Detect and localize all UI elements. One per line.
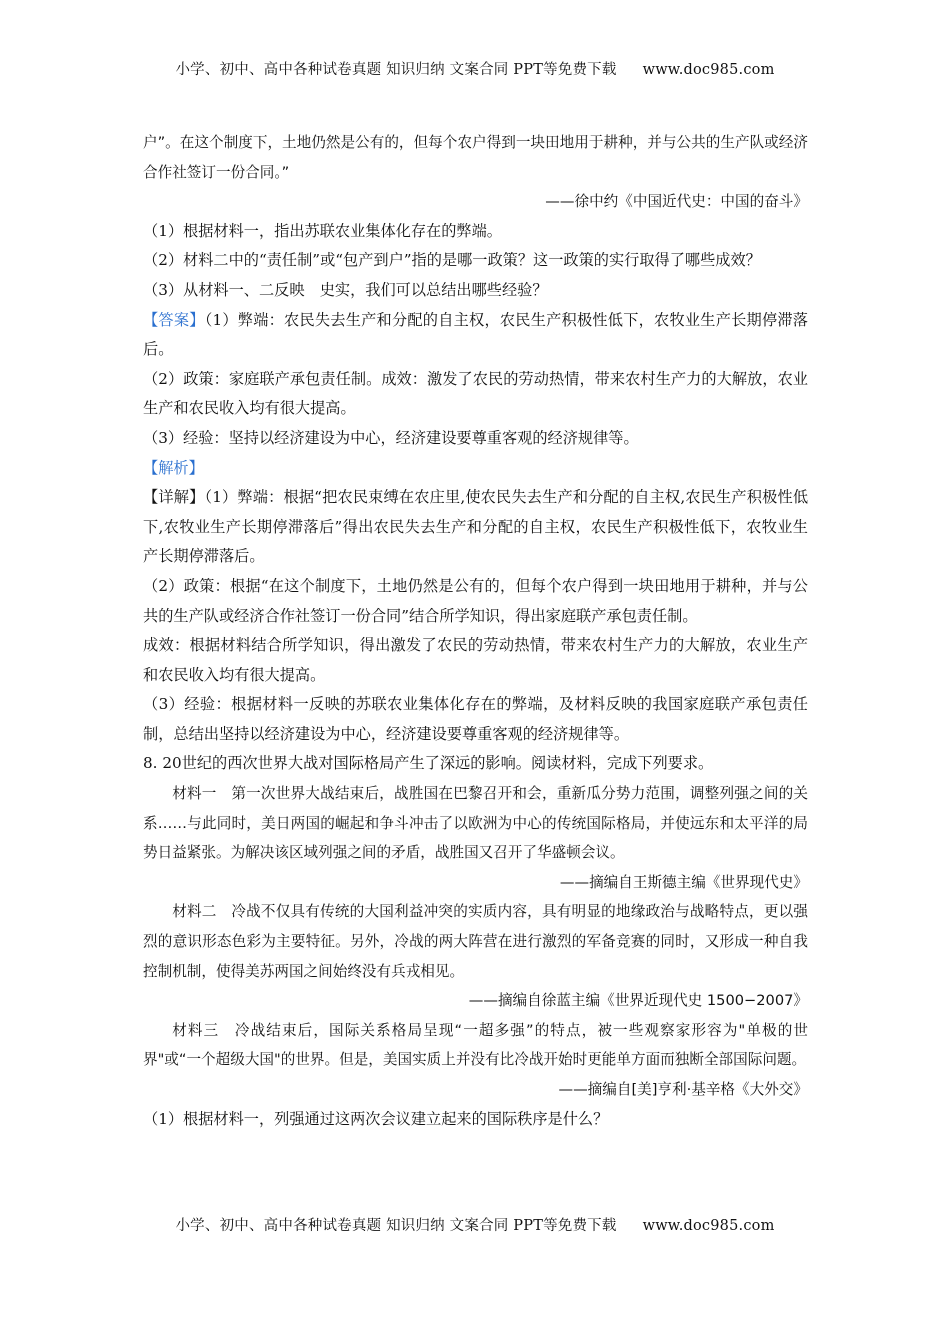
detail-1: （1）弊端：根据“把农民束缚在农庄里,使农民失去生产和分配的自主权,农民生产积极性低下,农牧业生产长期停滞落后”得出农民失去生产和分配的自主权，农民生产积极性低下，农牧业生产长期停滞落后。 bbox=[143, 488, 809, 566]
answer-3: （3）经验：坚持以经济建设为中心，经济建设要尊重客观的经济规律等。 bbox=[143, 428, 639, 447]
footer-text: 小学、初中、高中各种试卷真题 知识归纳 文案合同 PPT等免费下载 bbox=[175, 1218, 617, 1234]
q8-question-1: （1）根据材料一，列强通过这两次会议建立起来的国际秩序是什么？ bbox=[143, 1109, 609, 1128]
answer-2: （2）政策：家庭联产承包责任制。成效：激发了农民的劳动热情，带来农村生产力的大解放，农业生产和农民收入均有很大提高。 bbox=[143, 369, 808, 418]
detail-3: （3）经验：根据材料一反映的苏联农业集体化存在的弊端，及材料反映的我国家庭联产承包责任制，总结出坚持以经济建设为中心，经济建设要尊重客观的经济规律等。 bbox=[143, 695, 808, 743]
q8-stem: 8. 20世纪的西次世界大战对国际格局产生了深远的影响。阅读材料，完成下列要求。 bbox=[143, 754, 714, 773]
q8-material-1: 材料一 第一次世界大战结束后，战胜国在巴黎召开和会，重新瓜分势力范围，调整列强之间的关系……与此同时，美日两国的崛起和争斗冲击了以欧洲为中心的传统国际格局，并使远东和太平洋的局势日益紧张。为解决该区域列强之间的矛盾，战胜国又召开了华盛顿会议。 bbox=[143, 785, 808, 862]
analysis-tag: 【解析】 bbox=[143, 458, 204, 477]
answer-1-block bbox=[143, 306, 808, 365]
q8-material-3-source: ——摘编自[美]亨利·基辛格《大外交》 bbox=[558, 1081, 808, 1098]
q7-question-2: （2）材料二中的“责任制”或“包产到户”指的是哪一政策？这一政策的实行取得了哪些成效？ bbox=[143, 251, 761, 270]
page-header bbox=[0, 58, 950, 79]
answer-1: （1）弊端：农民失去生产和分配的自主权，农民生产积极性低下，农牧业生产长期停滞落后。 bbox=[143, 310, 808, 359]
q8-material-3: 材料三 冷战结束后，国际关系格局呈现“一超多强”的特点，被一些观察家形容为"单极的世界"或“一个超级大国"的世界。但是，美国实质上并没有比冷战开始时更能单方面而独断全部国际问题。 bbox=[143, 1021, 808, 1069]
analysis-block bbox=[143, 454, 808, 484]
q7-question-3: （3）从材料一、二反映 史实，我们可以总结出哪些经验？ bbox=[143, 280, 548, 299]
header-text: 小学、初中、高中各种试卷真题 知识归纳 文案合同 PPT等免费下载 bbox=[175, 62, 617, 78]
material-continuation: 户”。在这个制度下，土地仍然是公有的，但每个农户得到一块田地用于耕种，并与公共的生产队或经济合作社签订一份合同。” bbox=[143, 134, 808, 181]
detail-1-block bbox=[143, 483, 808, 572]
document-body bbox=[143, 128, 808, 1134]
detail-2: （2）政策：根据“在这个制度下，土地仍然是公有的，但每个农户得到一块田地用于耕种，并与公共的生产队或经济合作社签订一份合同”结合所学知识，得出家庭联产承包责任制。 bbox=[143, 576, 808, 625]
material-source: ——徐中约《中国近代史：中国的奋斗》 bbox=[545, 193, 808, 211]
footer-url[interactable]: www.doc985.com bbox=[642, 1218, 775, 1234]
page-footer bbox=[0, 1214, 950, 1235]
answer-tag: 【答案】 bbox=[143, 310, 205, 329]
q8-material-1-source: ——摘编自王斯德主编《世界现代史》 bbox=[559, 873, 808, 891]
detail-tag: 【详解】 bbox=[143, 488, 205, 507]
header-url[interactable]: www.doc985.com bbox=[642, 62, 775, 78]
q8-material-2-source: ——摘编自徐蓝主编《世界近现代史 1500−2007》 bbox=[468, 992, 808, 1010]
q8-material-2: 材料二 冷战不仅具有传统的大国利益冲突的实质内容，具有明显的地缘政治与战略特点，更以强烈的意识形态色彩为主要特征。另外，冷战的两大阵营在进行激烈的军备竞赛的同时，又形成一种自我控制机制，使得美苏两国之间始终没有兵戎相见。 bbox=[143, 903, 808, 980]
detail-2-effect: 成效：根据材料结合所学知识，得出激发了农民的劳动热情，带来农村生产力的大解放，农业生产和农民收入均有很大提高。 bbox=[143, 636, 808, 684]
q7-question-1: （1）根据材料一，指出苏联农业集体化存在的弊端。 bbox=[143, 221, 502, 240]
